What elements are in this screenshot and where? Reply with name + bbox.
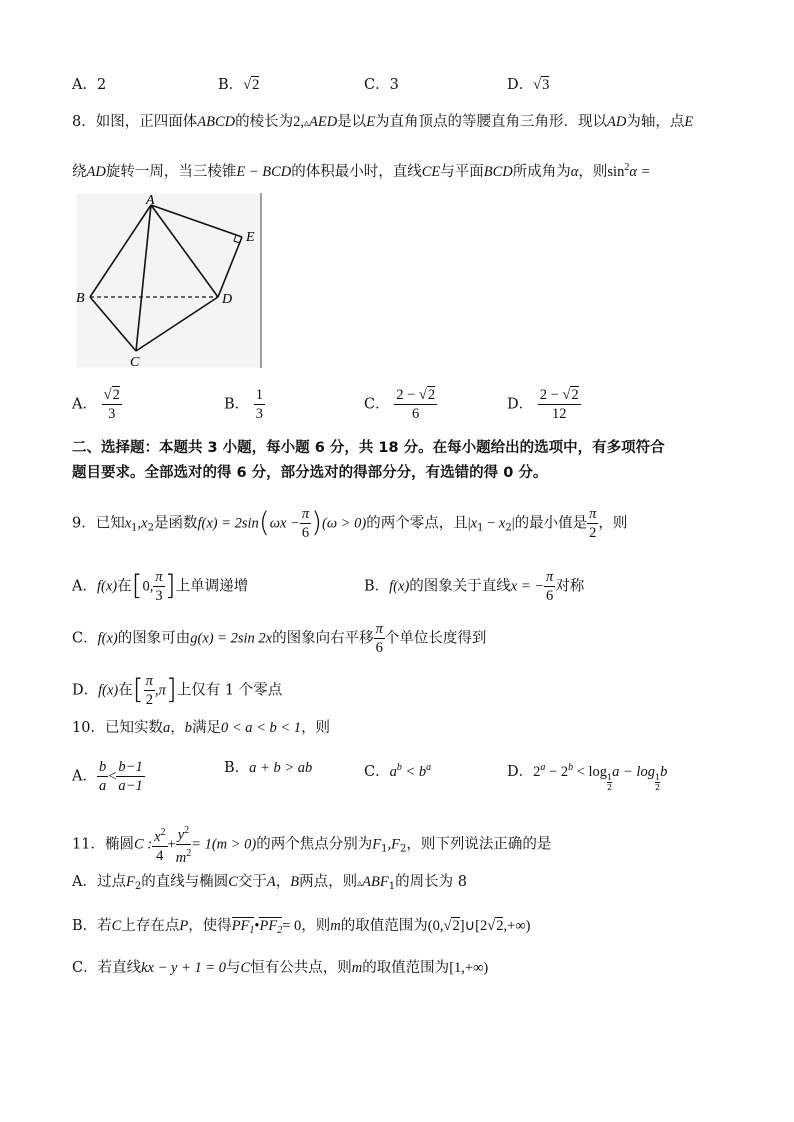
q7-option-c: C．3	[364, 77, 399, 93]
section2-heading-line2: 题目要求。全部选对的得 6 分，部分选对的得部分分，有选错的得 0 分。	[72, 465, 548, 481]
q11-option-b: B．若C上存在点P，使得$PF_1•PF_2= 0$，则m的取值范围为(0,√2]∪[2√2,+∞)	[72, 918, 531, 936]
label-A: A	[146, 193, 155, 208]
q11-stem: 11．椭圆C : $\frac{x^2}{4}$ + $\frac{y^2}{m^2}$ = 1(m > 0)的两个焦点分别为$F_1,F_2$，则下列说法正确的是	[72, 822, 551, 867]
q8-stem-line2: 绕AD旋转一周，当三棱锥E − BCD的体积最小时，直线CE与平面BCD所成角为α，则$\sin^2\alpha$ =	[72, 162, 651, 180]
q8-tetrahedron-figure	[76, 193, 262, 368]
q8-option-b: B． $\frac{1}{3}$	[224, 387, 264, 422]
q8-option-a: A． $\frac{√2}{3}$	[72, 387, 120, 422]
q10-option-a: A． $\frac{b}{a}$ < $\frac{b-1}{a-1}$	[72, 759, 143, 794]
q8-option-d: D． $\frac{2 - √2}{12}$	[507, 387, 579, 422]
label-E: E	[246, 230, 255, 245]
q7-option-a: A．2	[72, 77, 107, 93]
q9-option-a: A．f(x)在[0, $\frac{\pi}{3}$ ]上单调递增	[72, 568, 249, 604]
q10-option-c: C．$a^b < b^a$	[364, 762, 432, 780]
label-C: C	[130, 355, 140, 368]
q7-option-b: B．√2	[218, 77, 260, 93]
q7-option-d: D．√3	[507, 77, 550, 93]
q9-option-d: D．f(x)在[ $\frac{\pi}{2}$ ,π]上仅有 1 个零点	[72, 672, 283, 708]
q11-option-c: C．若直线kx − y + 1 = 0与C恒有公共点，则m的取值范围为[1,+∞)	[72, 960, 489, 976]
section2-heading-line1: 二、选择题：本题共 3 小题，每小题 6 分，共 18 分。在每小题给出的选项中，有多项符合	[72, 440, 665, 456]
q8-option-c: C． $\frac{2 - √2}{6}$	[364, 387, 436, 422]
q10-stem: 10．已知实数a，b满足0 < a < b < 1，则	[72, 720, 331, 736]
q8-stem-line1: 8．如图，正四面体ABCD的棱长为2,▵AED是以E为直角顶点的等腰直角三角形．现以AD为轴，点E	[72, 114, 694, 130]
tetrahedron-diagram	[76, 193, 262, 368]
q10-option-d: D．$2^a - 2^b < \log$ $\frac{1}{2}$ a − log $\frac{1}{2}$ b	[507, 762, 668, 792]
q10-option-b: B．a + b > ab	[224, 760, 313, 776]
q11-option-a: A．过点$F_2$的直线与椭圆C交于A，B两点，则$▵ABF_1$的周长为 8	[72, 874, 467, 892]
q9-option-c: C．f(x)的图象可由g(x) = 2sin 2x的图象向右平移 $\frac{\pi}{6}$ 个单位长度得到	[72, 621, 487, 656]
label-D: D	[222, 292, 233, 307]
q9-stem: 9．已知$x_1,x_2$是函数f(x) = 2sin(ωx − $\frac{\pi}{6}$ )(ω > 0)的两个零点，且$|x_1 - x_2|$的最小值是 $\frac{\pi}{2}$ ，则	[72, 505, 628, 541]
q9-option-b: B．f(x)的图象关于直线x = − $\frac{\pi}{6}$ 对称	[364, 569, 585, 604]
label-B: B	[76, 291, 85, 306]
